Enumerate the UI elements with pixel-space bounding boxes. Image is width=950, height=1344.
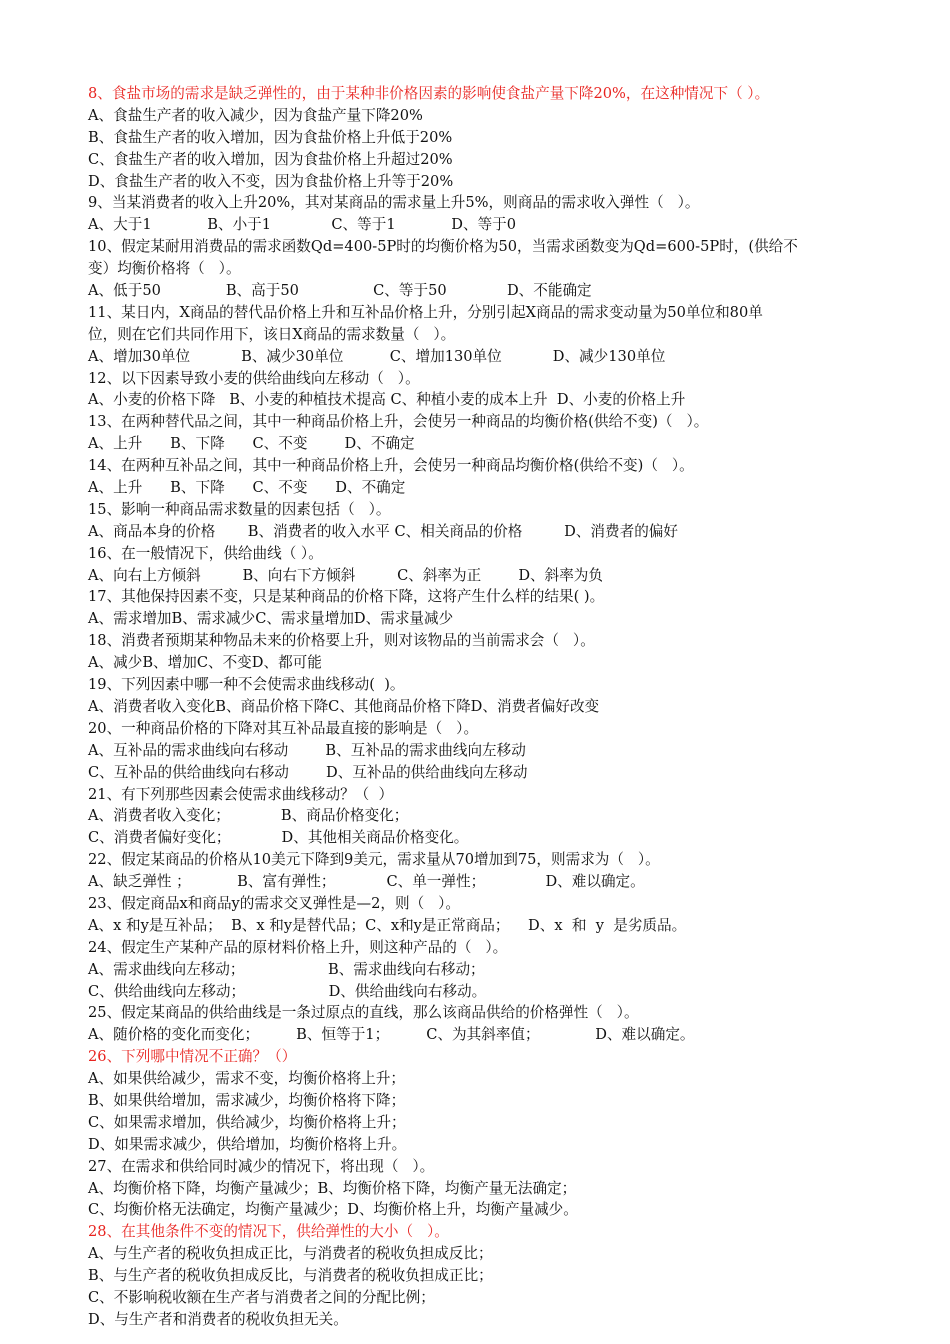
question-stem: 18、消费者预期某种物品未来的价格要上升，则对该物品的当前需求会（ ）。 <box>88 632 595 650</box>
answer-options: C、消费者偏好变化； D、其他相关商品价格变化。 <box>88 829 469 847</box>
question-stem: 14、在两种互补品之间，其中一种商品价格上升，会使另一种商品均衡价格(供给不变)（ ）。 <box>88 457 694 475</box>
answer-options: A、消费者收入变化B、商品价格下降C、其他商品价格下降D、消费者偏好改变 <box>88 697 600 715</box>
answer-options: A、均衡价格下降，均衡产量减少；B、均衡价格下降，均衡产量无法确定； <box>88 1179 577 1197</box>
answer-options: D、与生产者和消费者的税收负担无关。 <box>88 1310 348 1328</box>
answer-options: D、如果需求减少，供给增加，均衡价格将上升。 <box>88 1135 407 1153</box>
question-stem: 23、假定商品x和商品y的需求交叉弹性是—2，则（ ）。 <box>88 894 461 912</box>
question-list <box>88 83 858 1331</box>
question-stem: 21、有下列那些因素会使需求曲线移动？（ ） <box>88 785 394 803</box>
question-stem: 25、假定某商品的供给曲线是一条过原点的直线，那么该商品供给的价格弹性（ ）。 <box>88 1004 639 1022</box>
question-stem: 20、一种商品价格的下降对其互补品最直接的影响是（ ）。 <box>88 719 479 737</box>
answer-options: D、食盐生产者的收入不变，因为食盐价格上升等于20% <box>88 172 454 190</box>
answer-options: B、与生产者的税收负担成反比，与消费者的税收负担成正比； <box>88 1267 493 1285</box>
answer-options: A、x 和y是互补品； B、x 和y是替代品；C、x和y是正常商品； D、x 和 y 是劣质品。 <box>88 916 687 934</box>
answer-options: A、食盐生产者的收入减少，因为食盐产量下降20% <box>88 106 423 124</box>
answer-options: A、缺乏弹性 ； B、富有弹性； C、单一弹性； D、难以确定。 <box>88 873 645 891</box>
answer-options: A、向右上方倾斜 B、向右下方倾斜 C、斜率为正 D、斜率为负 <box>88 566 603 584</box>
question-stem: 24、假定生产某种产品的原材料价格上升，则这种产品的（ ）。 <box>88 938 508 956</box>
question-stem: 26、下列哪中情况不正确？（） <box>88 1048 297 1066</box>
question-stem: 9、当某消费者的收入上升20%，其对某商品的需求量上升5%，则商品的需求收入弹性（ ）。 <box>88 194 700 212</box>
answer-options: C、如果需求增加，供给减少，均衡价格将上升； <box>88 1113 406 1131</box>
question-stem: 22、假定某商品的价格从10美元下降到9美元，需求量从70增加到75，则需求为（ ）。 <box>88 851 660 869</box>
answer-options: A、需求曲线向左移动； B、需求曲线向右移动； <box>88 960 485 978</box>
question-stem: 19、下列因素中哪一种不会使需求曲线移动( )。 <box>88 676 405 694</box>
question-stem: 8、食盐市场的需求是缺乏弹性的，由于某种非价格因素的影响使食盐产量下降20%，在这种情况下（ ）。 <box>88 85 770 102</box>
answer-options: B、食盐生产者的收入增加，因为食盐价格上升低于20% <box>88 128 453 146</box>
answer-options: A、互补品的需求曲线向右移动 B、互补品的需求曲线向左移动 <box>88 741 526 759</box>
question-stem: 13、在两种替代品之间，其中一种商品价格上升，会使另一种商品的均衡价格(供给不变)（ ）。 <box>88 413 709 431</box>
question-stem: 10、假定某耐用消费品的需求函数Qd=400-5P时的均衡价格为50，当需求函数变为Qd=600-5P时，(供给不 <box>88 238 798 256</box>
answer-options: A、随价格的变化而变化； B、恒等于1； C、为其斜率值； D、难以确定。 <box>88 1026 695 1044</box>
answer-options: A、商品本身的价格 B、消费者的收入水平 C、相关商品的价格 D、消费者的偏好 <box>88 522 678 540</box>
answer-options: B、如果供给增加，需求减少，均衡价格将下降； <box>88 1091 406 1109</box>
question-stem: 11、某日内，X商品的替代品价格上升和互补品价格上升，分别引起X商品的需求变动量为50单位和80单 <box>88 303 763 321</box>
answer-options: A、大于1 B、小于1 C、等于1 D、等于0 <box>88 216 517 234</box>
answer-options: A、低于50 B、高于50 C、等于50 D、不能确定 <box>88 282 592 300</box>
answer-options: A、减少B、增加C、不变D、都可能 <box>88 654 322 672</box>
answer-options: C、不影响税收额在生产者与消费者之间的分配比例； <box>88 1288 435 1306</box>
answer-options: C、食盐生产者的收入增加，因为食盐价格上升超过20% <box>88 150 453 168</box>
question-stem-continuation: 位，则在它们共同作用下，该日X商品的需求数量（ ）。 <box>88 325 456 343</box>
answer-options: A、需求增加B、需求减少C、需求量增加D、需求量减少 <box>88 610 454 628</box>
question-stem: 27、在需求和供给同时减少的情况下，将出现（ ）。 <box>88 1157 435 1175</box>
question-stem: 28、在其他条件不变的情况下，供给弹性的大小（ ）。 <box>88 1223 449 1241</box>
answer-options: C、均衡价格无法确定，均衡产量减少；D、均衡价格上升，均衡产量减少。 <box>88 1201 578 1219</box>
answer-options: A、与生产者的税收负担成正比，与消费者的税收负担成反比； <box>88 1245 493 1263</box>
answer-options: A、小麦的价格下降 B、小麦的种植技术提高 C、种植小麦的成本上升 D、小麦的价格上升 <box>88 391 686 409</box>
answer-options: C、供给曲线向左移动； D、供给曲线向右移动。 <box>88 982 487 1000</box>
question-stem: 15、影响一种商品需求数量的因素包括（ ）。 <box>88 500 391 518</box>
question-stem: 16、在一般情况下，供给曲线（ ）。 <box>88 544 323 562</box>
answer-options: A、消费者收入变化； B、商品价格变化； <box>88 807 409 825</box>
question-stem-continuation: 变）均衡价格将（ ）。 <box>88 260 241 278</box>
answer-options: A、上升 B、下降 C、不变 D、不确定 <box>88 479 406 497</box>
answer-options: A、增加30单位 B、减少30单位 C、增加130单位 D、减少130单位 <box>88 347 666 365</box>
answer-options: C、互补品的供给曲线向右移动 D、互补品的供给曲线向左移动 <box>88 763 528 781</box>
answer-options: A、如果供给减少，需求不变，均衡价格将上升； <box>88 1070 406 1088</box>
answer-options: A、上升 B、下降 C、不变 D、不确定 <box>88 435 415 453</box>
question-stem: 17、其他保持因素不变，只是某种商品的价格下降，这将产生什么样的结果( )。 <box>88 588 605 606</box>
question-stem: 12、以下因素导致小麦的供给曲线向左移动（ ）。 <box>88 369 420 387</box>
